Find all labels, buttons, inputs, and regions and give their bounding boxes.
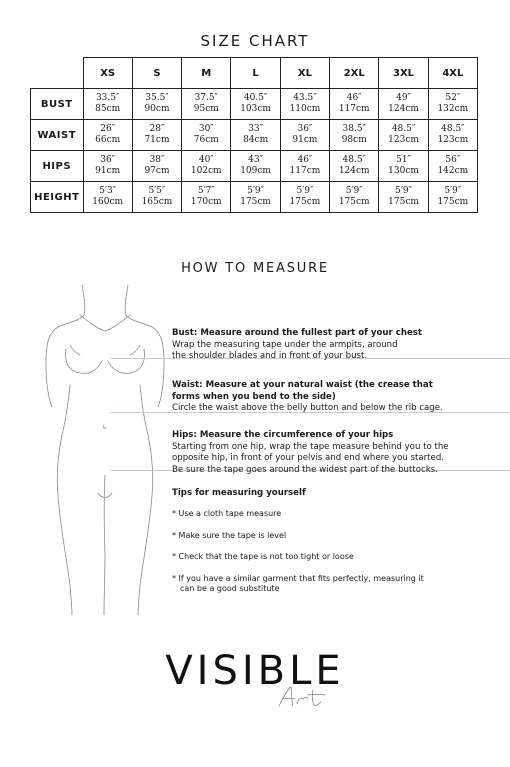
size-col-xs: XS	[83, 58, 132, 89]
measure-cm: 91cm	[95, 166, 121, 176]
row-label: WAIST	[31, 120, 84, 151]
hips-text-line: Be sure the tape goes around the widest part of the buttocks.	[172, 464, 438, 475]
size-cell	[330, 89, 379, 120]
bust-text-line: Wrap the measuring tape under the armpits, around	[172, 339, 398, 350]
size-chart-body	[31, 89, 478, 213]
tip-line: * Use a cloth tape measure	[172, 509, 282, 518]
row-label: BUST	[31, 89, 84, 120]
size-cell	[231, 120, 280, 151]
size-cell	[330, 120, 379, 151]
measure-inches: 5′9″	[296, 186, 314, 196]
measure-inches: 5′3″	[99, 186, 117, 196]
size-cell	[280, 89, 329, 120]
table-corner	[31, 58, 84, 89]
size-header-row	[31, 58, 478, 89]
waist-heading-line: forms when you bend to the side)	[172, 391, 336, 402]
measure-cm: 132cm	[437, 104, 469, 114]
measure-cm: 175cm	[338, 197, 370, 207]
measure-cm: 103cm	[240, 104, 271, 114]
measure-inches: 30″	[198, 124, 214, 134]
tip-item	[172, 574, 482, 595]
body-outline-figure	[40, 285, 170, 615]
measure-cm: 130cm	[388, 166, 419, 176]
size-cell	[428, 151, 477, 182]
size-cell	[83, 89, 132, 120]
brand-logo: VISIBLE	[165, 648, 345, 694]
measure-cm: 117cm	[289, 166, 321, 176]
hips-text-line: opposite hip, in front of your pelvis and end where you started.	[172, 453, 445, 463]
tip-item	[172, 531, 482, 542]
measure-inches: 51″	[396, 155, 411, 165]
measure-cm: 66cm	[95, 135, 121, 145]
measure-inches: 28″	[149, 124, 165, 134]
size-col-4xl: 4XL	[428, 58, 477, 89]
size-cell	[231, 89, 280, 120]
size-cell	[428, 120, 477, 151]
measure-cm: 90cm	[144, 104, 170, 114]
tip-line: * If you have a similar garment that fits perfectly, measuring it	[172, 573, 424, 583]
measure-cm: 175cm	[240, 197, 271, 207]
size-row-bust	[31, 89, 478, 120]
measure-cm: 123cm	[388, 135, 419, 145]
measure-inches: 43″	[248, 155, 263, 165]
size-cell	[132, 182, 181, 213]
tip-item	[172, 552, 482, 563]
measure-cm: 97cm	[144, 166, 170, 176]
tip-line: * Make sure the tape is level	[172, 530, 287, 540]
measure-inches: 38.5″	[342, 124, 366, 134]
size-row-waist	[31, 120, 478, 151]
size-cell	[83, 182, 132, 213]
bust-text-line: the shoulder blades and in front of your bust.	[172, 351, 368, 361]
size-col-l: L	[231, 58, 280, 89]
measure-cm: 117cm	[338, 104, 370, 114]
size-cell	[330, 182, 379, 213]
size-row-hips	[31, 151, 478, 182]
size-cell	[182, 89, 231, 120]
measure-inches: 5′9″	[444, 186, 462, 196]
size-cell	[231, 182, 280, 213]
how-to-measure-title: HOW TO MEASURE	[181, 261, 329, 276]
measure-cm: 160cm	[92, 197, 124, 207]
measure-cm: 76cm	[193, 135, 219, 145]
waist-text-line: Circle the waist above the belly button and below the rib cage.	[172, 403, 443, 413]
brand-signature-logo	[275, 684, 335, 710]
measure-inches: 35.5″	[145, 93, 169, 103]
tip-line: * Check that the tape is not too tight or loose	[172, 552, 354, 561]
measure-cm: 175cm	[437, 197, 469, 207]
size-cell	[428, 182, 477, 213]
measure-cm: 98cm	[341, 135, 367, 145]
measure-inches: 33.5″	[95, 93, 120, 103]
measure-cm: 84cm	[243, 135, 269, 145]
size-cell	[231, 151, 280, 182]
size-col-2xl: 2XL	[330, 58, 379, 89]
measure-cm: 109cm	[240, 166, 271, 176]
waist-instructions	[172, 380, 502, 415]
measure-inches: 56″	[445, 155, 461, 165]
measure-cm: 95cm	[193, 104, 219, 114]
measure-inches: 43.5″	[293, 93, 317, 103]
size-cell	[330, 151, 379, 182]
measure-inches: 48.5″	[441, 124, 465, 134]
bust-instructions	[172, 328, 502, 363]
measure-cm: 124cm	[388, 104, 419, 114]
size-cell	[182, 182, 231, 213]
size-cell	[280, 182, 329, 213]
measure-cm: 170cm	[190, 197, 222, 207]
waist-heading-line: Waist: Measure at your natural waist (the crease that	[172, 380, 433, 390]
measure-cm: 142cm	[437, 166, 469, 176]
measuring-tips	[172, 488, 482, 606]
hips-instructions	[172, 430, 502, 476]
size-col-s: S	[132, 58, 181, 89]
measure-inches: 5′9″	[247, 186, 265, 196]
size-cell	[132, 151, 181, 182]
measure-inches: 52″	[445, 93, 461, 103]
measure-inches: 48.5″	[342, 155, 366, 165]
measure-inches: 40.5″	[243, 93, 268, 103]
measure-inches: 46″	[297, 155, 313, 165]
size-col-3xl: 3XL	[379, 58, 428, 89]
measure-cm: 124cm	[338, 166, 370, 176]
measure-inches: 37.5″	[194, 93, 218, 103]
size-cell	[428, 89, 477, 120]
size-col-xl: XL	[280, 58, 329, 89]
tips-title: Tips for measuring yourself	[172, 488, 306, 498]
size-cell	[379, 89, 428, 120]
tip-item	[172, 509, 482, 520]
measure-inches: 5′7″	[197, 186, 215, 196]
size-chart-title: SIZE CHART	[200, 32, 310, 50]
measure-inches: 5′9″	[395, 186, 412, 196]
measure-cm: 85cm	[95, 104, 121, 114]
size-col-m: M	[182, 58, 231, 89]
size-chart-table	[30, 57, 478, 213]
measure-cm: 71cm	[144, 135, 170, 145]
row-label: HIPS	[31, 151, 84, 182]
hips-heading: Hips: Measure the circumference of your hips	[172, 430, 394, 440]
measure-inches: 5′9″	[345, 186, 363, 196]
size-cell	[379, 120, 428, 151]
measure-cm: 165cm	[141, 197, 173, 207]
size-cell	[182, 151, 231, 182]
measure-cm: 123cm	[437, 135, 469, 145]
bust-heading: Bust: Measure around the fullest part of your chest	[172, 328, 422, 338]
measure-cm: 175cm	[388, 197, 419, 207]
size-cell	[182, 120, 231, 151]
measure-inches: 46″	[346, 93, 362, 103]
measure-inches: 38″	[149, 155, 165, 165]
size-cell	[132, 120, 181, 151]
measure-cm: 102cm	[190, 166, 222, 176]
measure-inches: 40″	[198, 155, 214, 165]
size-cell	[83, 151, 132, 182]
measure-inches: 48.5″	[391, 124, 416, 134]
measure-inches: 33″	[248, 124, 263, 134]
measure-inches: 36″	[297, 124, 313, 134]
row-label: HEIGHT	[31, 182, 84, 213]
tip-line: can be a good substitute	[180, 584, 280, 593]
size-cell	[83, 120, 132, 151]
size-cell	[379, 151, 428, 182]
measure-cm: 91cm	[292, 135, 318, 145]
size-cell	[379, 182, 428, 213]
size-row-height	[31, 182, 478, 213]
measure-inches: 5′5″	[148, 186, 166, 196]
measure-inches: 26″	[100, 124, 116, 134]
measure-inches: 36″	[100, 155, 116, 165]
hips-text-line: Starting from one hip, wrap the tape measure behind you to the	[172, 441, 449, 452]
size-cell	[132, 89, 181, 120]
measure-cm: 175cm	[289, 197, 321, 207]
measure-cm: 110cm	[289, 104, 321, 114]
size-cell	[280, 151, 329, 182]
measure-inches: 49″	[396, 93, 411, 103]
size-cell	[280, 120, 329, 151]
